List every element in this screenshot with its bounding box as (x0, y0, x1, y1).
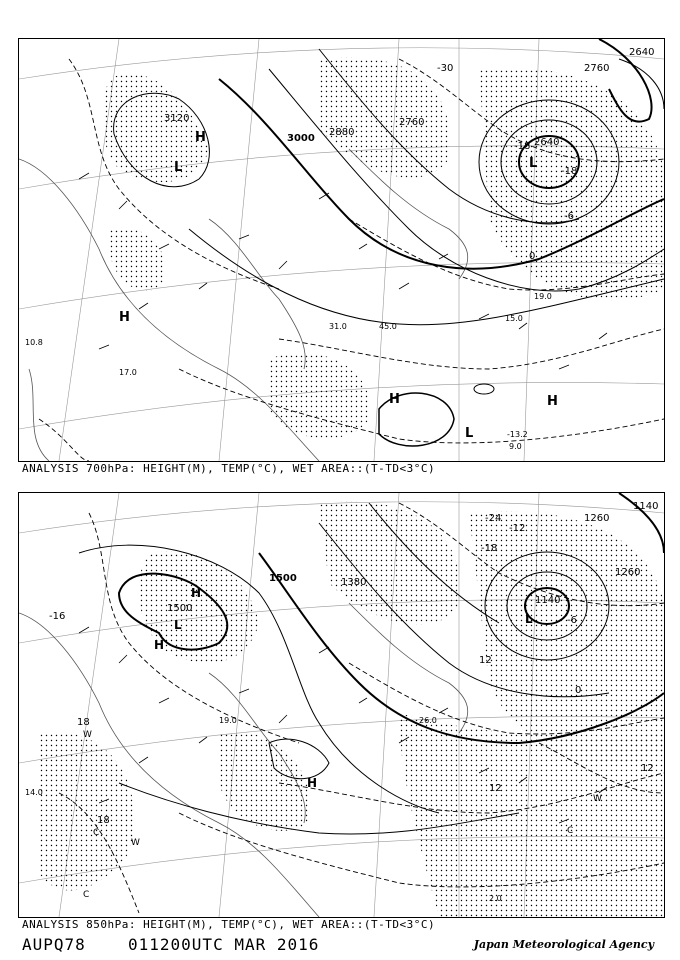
temp-label: 0 (529, 251, 536, 262)
contour-label: 2760 (584, 63, 610, 74)
warm-center-label: W (83, 730, 92, 740)
temp-label: 12 (489, 783, 502, 794)
temp-label: -18 (561, 166, 578, 177)
contour-label: 1500 (269, 573, 297, 584)
high-pressure-label: H (389, 392, 400, 407)
temp-label: -12 (509, 523, 526, 534)
temp-label: -18 (514, 141, 531, 152)
temp-label: 18 (97, 815, 110, 826)
contour-label: 2640 (534, 137, 560, 148)
contour-label: 2640 (629, 47, 655, 58)
contour-label: 3120 (164, 113, 190, 124)
station-value: 19.0 (534, 292, 552, 301)
temp-label: -18 (481, 543, 498, 554)
contour-label: 1140 (633, 501, 659, 512)
low-pressure-label: L (174, 618, 182, 632)
high-pressure-label: H (195, 130, 206, 145)
cold-center-label: C (93, 828, 100, 838)
station-value: 26.0 (419, 716, 437, 725)
map-700hpa (18, 38, 665, 462)
contour-label: 1500 (167, 603, 193, 614)
cold-center-label: C (83, 890, 90, 900)
agency-name: Japan Meteorological Agency (473, 938, 654, 951)
temp-label: 18 (77, 717, 90, 728)
map-700hpa-svg (19, 39, 664, 461)
high-pressure-label: H (307, 776, 318, 790)
chart-valid-time: 011200UTC MAR 2016 (128, 935, 320, 954)
low-pressure-label: L (529, 156, 538, 171)
contour-label: 1260 (615, 567, 641, 578)
map-850hpa-svg (19, 493, 664, 917)
caption-700hpa: ANALYSIS 700hPa: HEIGHT(M), TEMP(°C), WET AREA::(T-TD<3°C) (22, 462, 436, 475)
contour-label: 2880 (329, 127, 355, 138)
high-pressure-label: H (191, 586, 202, 600)
contour-label: 1140 (535, 595, 561, 606)
caption-850hpa: ANALYSIS 850hPa: HEIGHT(M), TEMP(°C), WET AREA::(T-TD<3°C) (22, 918, 436, 931)
high-pressure-label: H (154, 638, 165, 652)
station-value: 9.0 (509, 442, 522, 451)
low-pressure-label: L (525, 612, 533, 626)
station-value: -13.2 (507, 430, 528, 439)
temp-label: -16 (49, 611, 66, 622)
temp-label: 12 (479, 655, 492, 666)
contour-label: 3000 (287, 133, 315, 144)
station-value: 17.0 (119, 368, 137, 377)
temp-label: -6 (564, 211, 574, 222)
station-value: 15.0 (505, 314, 523, 323)
contour-label: 1260 (584, 513, 610, 524)
station-value: 2.0 (489, 894, 502, 903)
station-value: 45.0 (379, 322, 397, 331)
warm-center-label: W (593, 794, 602, 804)
temp-label: 0 (575, 685, 582, 696)
temp-label: 12 (641, 763, 654, 774)
high-pressure-label: H (547, 394, 558, 409)
map-850hpa (18, 492, 665, 918)
station-value: 31.0 (329, 322, 347, 331)
contour-label: 1380 (341, 577, 367, 588)
station-value: 10.8 (25, 338, 43, 347)
temp-label: -24 (485, 513, 502, 524)
coastlines (19, 149, 468, 461)
temp-label: -30 (437, 63, 454, 74)
low-pressure-label: L (465, 426, 474, 441)
temp-label: -6 (567, 615, 577, 626)
cold-center-label: C (567, 826, 574, 836)
chart-code: AUPQ78 (22, 935, 86, 954)
contour-label: 2760 (399, 117, 425, 128)
high-pressure-label: H (119, 310, 130, 325)
station-value: 14.0 (25, 788, 43, 797)
low-pressure-label: L (174, 160, 183, 175)
station-value: 19.0 (219, 716, 237, 725)
warm-center-label: W (131, 838, 140, 848)
